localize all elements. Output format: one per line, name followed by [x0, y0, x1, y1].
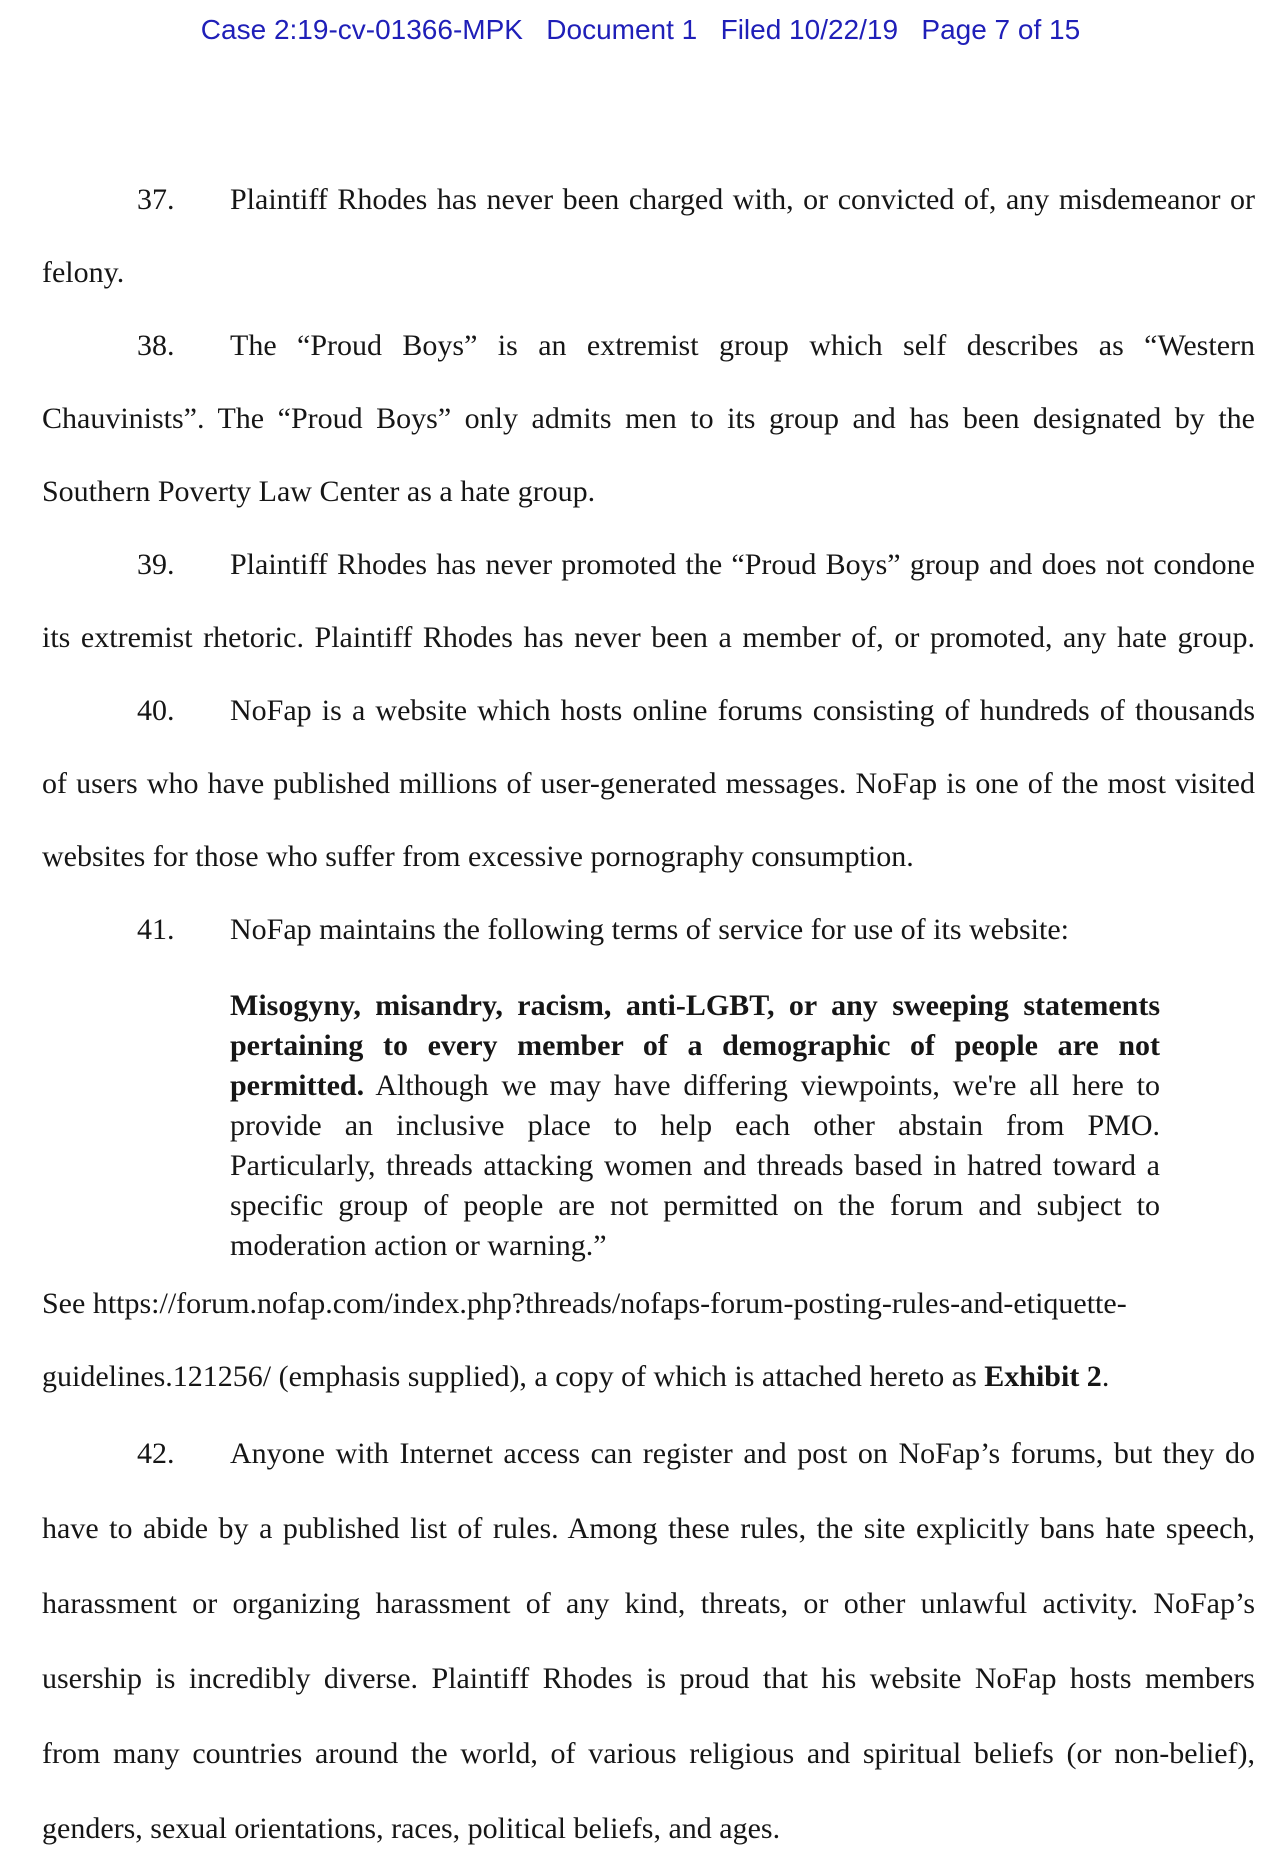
text-segment: The “Proud Boys” is an extremist group which self describes as “Western [230, 329, 1255, 362]
text-segment: websites for those who suffer from excessive pornography consumption. [42, 840, 914, 873]
text-segment: See https://forum.nofap.com/index.php?threads/nofaps-forum-posting-rules-and-etiquette- [42, 1287, 1127, 1320]
text-segment: from many countries around the world, of various religious and spiritual beliefs (or non-belief), [42, 1737, 1255, 1770]
paragraph-39-line-1 [230, 545, 1255, 585]
text-segment: moderation action or warning.” [230, 1229, 607, 1262]
text-segment: have to abide by a published list of rules. Among these rules, the site explicitly bans hate speech, [42, 1512, 1255, 1545]
terms-of-service-quote-line-2 [230, 1026, 1160, 1066]
terms-of-service-quote-line-6 [230, 1186, 1160, 1226]
bold-text-segment: Exhibit 2 [984, 1360, 1102, 1393]
terms-of-service-quote-line-4 [230, 1106, 1160, 1146]
text-segment: Although we may have differing viewpoints, we're all here to [364, 1069, 1160, 1102]
paragraph-38-line-3 [42, 472, 1255, 512]
text-segment: provide an inclusive place to help each other abstain from PMO. [230, 1109, 1160, 1142]
paragraph-42-line-5 [42, 1734, 1255, 1774]
text-segment: usership is incredibly diverse. Plaintiff Rhodes is proud that his website NoFap hosts members [42, 1662, 1255, 1695]
paragraph-42-number: 42. [137, 1437, 175, 1470]
paragraph-40-line-3 [42, 837, 1255, 877]
paragraph-42-line-4 [42, 1659, 1255, 1699]
text-segment: genders, sexual orientations, races, political beliefs, and ages. [42, 1812, 781, 1845]
text-segment: Southern Poverty Law Center as a hate group. [42, 475, 596, 508]
paragraph-42-line-3 [42, 1584, 1255, 1624]
text-segment: Particularly, threads attacking women and threads based in hatred toward a [230, 1149, 1160, 1182]
paragraph-37-line-1 [230, 180, 1255, 220]
paragraph-40-line-2 [42, 764, 1255, 804]
text-segment: specific group of people are not permitted on the forum and subject to [230, 1189, 1160, 1222]
text-segment: Anyone with Internet access can register and post on NoFap’s forums, but they do [230, 1437, 1255, 1470]
paragraph-41-number: 41. [137, 913, 175, 946]
paragraph-37-line-2 [42, 253, 1255, 293]
paragraph-37-number: 37. [137, 183, 175, 216]
text-segment: NoFap maintains the following terms of service for use of its website: [230, 913, 1069, 946]
text-segment: guidelines.121256/ (emphasis supplied), a copy of which is attached hereto as [42, 1360, 985, 1393]
terms-of-service-quote-line-1 [230, 986, 1160, 1026]
bold-text-segment: pertaining to every member of a demographic of people are not [230, 1029, 1160, 1062]
paragraph-42-line-1 [230, 1434, 1255, 1474]
case-header-stamp: Case 2:19-cv-01366-MPK Document 1 Filed 10/22/19 Page 7 of 15 [200, 14, 1081, 45]
paragraph-40-line-1 [230, 691, 1255, 731]
text-segment: Plaintiff Rhodes has never been charged with, or convicted of, any misdemeanor or [230, 183, 1255, 216]
paragraph-39-line-2 [42, 618, 1255, 658]
text-segment: of users who have published millions of user-generated messages. NoFap is one of the most visited [42, 767, 1255, 800]
paragraph-38-number: 38. [137, 329, 175, 362]
paragraph-42-line-6 [42, 1809, 1255, 1849]
text-segment: Chauvinists”. The “Proud Boys” only admits men to its group and has been designated by the [42, 402, 1255, 435]
text-segment: felony. [42, 256, 125, 289]
paragraph-42-line-2 [42, 1509, 1255, 1549]
text-segment: Plaintiff Rhodes has never promoted the “Proud Boys” group and does not condone [230, 548, 1255, 581]
text-segment: NoFap is a website which hosts online forums consisting of hundreds of thousands [230, 694, 1255, 727]
bold-text-segment: Misogyny, misandry, racism, anti-LGBT, or any sweeping statements [230, 989, 1160, 1022]
bold-text-segment: permitted. [230, 1069, 365, 1102]
paragraph-39-number: 39. [137, 548, 175, 581]
terms-of-service-quote-line-5 [230, 1146, 1160, 1186]
text-segment: . [1101, 1360, 1110, 1393]
paragraph-40-number: 40. [137, 694, 175, 727]
citation-paragraph-line-2 [42, 1357, 1255, 1397]
terms-of-service-quote-line-7 [230, 1226, 1160, 1266]
citation-paragraph-line-1 [42, 1284, 1255, 1324]
paragraph-38-line-1 [230, 326, 1255, 366]
paragraph-38-line-2 [42, 399, 1255, 439]
terms-of-service-quote-line-3 [230, 1066, 1160, 1106]
paragraph-41-line-1 [230, 910, 1255, 950]
text-segment: harassment or organizing harassment of any kind, threats, or other unlawful activity. NoFap’s [42, 1587, 1255, 1620]
text-segment: its extremist rhetoric. Plaintiff Rhodes has never been a member of, or promoted, any hate group. [42, 621, 1255, 654]
